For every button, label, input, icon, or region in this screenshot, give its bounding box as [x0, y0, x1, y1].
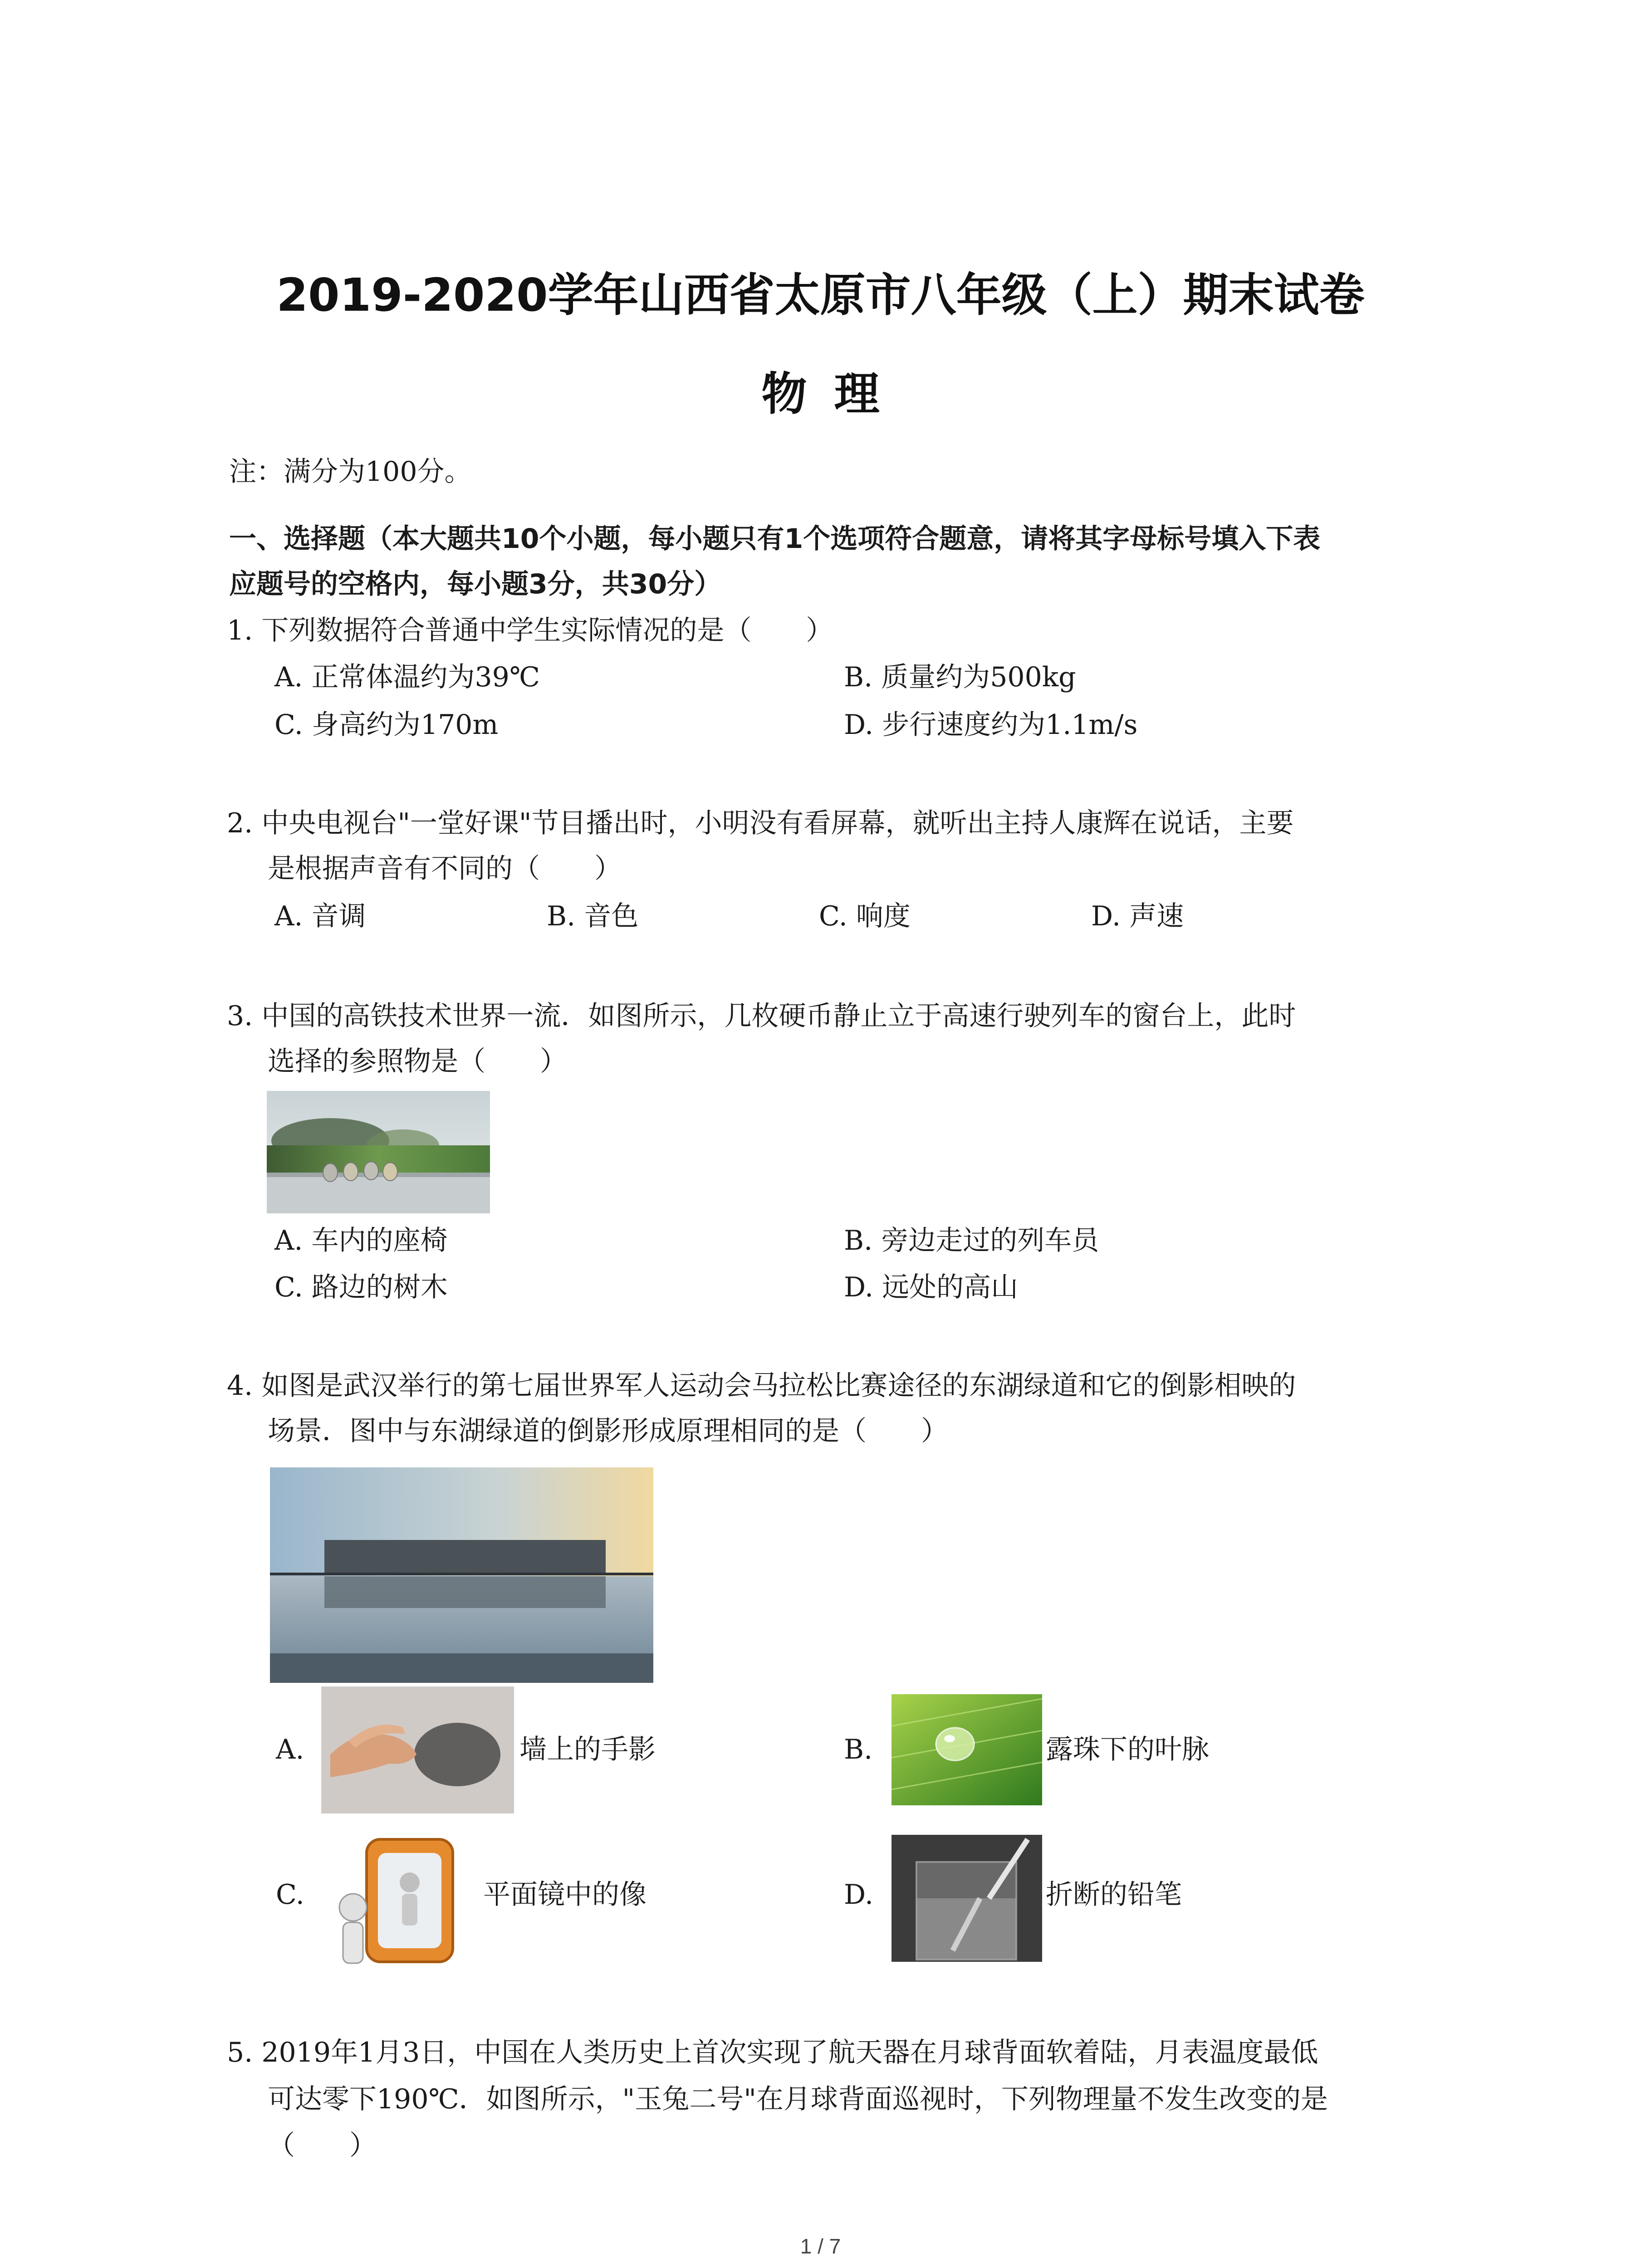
q4-option-c-letter: C. [276, 1879, 304, 1911]
q3-option-d: D. 远处的高山 [844, 1271, 1019, 1303]
subject-title: 物理 [761, 367, 907, 420]
section-heading-line2: 应题号的空格内，每小题3分，共30分） [229, 568, 722, 600]
q4-stem-line2: 场景．图中与东湖绿道的倒影形成原理相同的是（ ） [268, 1415, 948, 1447]
q4-option-b-letter: B. [844, 1734, 873, 1765]
q4-option-c-text: 平面镜中的像 [483, 1879, 647, 1911]
broken-pencil-photo [892, 1835, 1042, 1962]
q4-stem-line1: 4. 如图是武汉举行的第七届世界军人运动会马拉松比赛途径的东湖绿道和它的倒影相映的 [227, 1370, 1296, 1402]
q4-option-b-text: 露珠下的叶脉 [1046, 1734, 1209, 1765]
page-number: 1 / 7 [800, 2234, 841, 2258]
q3-stem-line2: 选择的参照物是（ ） [268, 1046, 567, 1077]
q2-option-a: A. 音调 [274, 900, 366, 932]
q2-option-c: C. 响度 [819, 900, 911, 932]
q5-stem-line3: （ ） [268, 2130, 377, 2161]
q4-option-a-text: 墙上的手影 [519, 1734, 656, 1765]
train-coins-photo [267, 1091, 490, 1213]
section-heading-line1: 一、选择题（本大题共10个小题，每小题只有1个选项符合题意，请将其字母标号填入下表 [229, 523, 1321, 555]
q2-option-d: D. 声速 [1091, 900, 1184, 932]
q1-option-b: B. 质量约为500kg [844, 661, 1076, 693]
lake-reflection-photo [270, 1467, 653, 1683]
q3-option-a: A. 车内的座椅 [274, 1225, 448, 1256]
q1-option-d: D. 步行速度约为1.1m/s [844, 709, 1138, 741]
q1-option-a: A. 正常体温约为39℃ [274, 661, 540, 693]
q1-stem: 1. 下列数据符合普通中学生实际情况的是（ ） [227, 615, 833, 646]
hand-shadow-photo [321, 1686, 514, 1813]
q3-option-b: B. 旁边走过的列车员 [844, 1225, 1099, 1256]
q3-option-c: C. 路边的树木 [274, 1271, 448, 1303]
q5-stem-line1: 5. 2019年1月3日，中国在人类历史上首次实现了航天器在月球背面软着陆，月表温度最低 [227, 2037, 1318, 2068]
q4-option-d-text: 折断的铅笔 [1046, 1879, 1182, 1911]
score-note: 注：满分为100分。 [229, 456, 472, 488]
q2-stem-line2: 是根据声音有不同的（ ） [268, 853, 622, 885]
q1-option-c: C. 身高约为170m [274, 709, 499, 741]
q2-option-b: B. 音色 [547, 900, 639, 932]
q5-stem-line2: 可达零下190℃．如图所示，"玉兔二号"在月球背面巡视时，下列物理量不发生改变的是 [268, 2083, 1328, 2115]
q2-stem-line1: 2. 中央电视台"一堂好课"节目播出时，小明没有看屏幕，就听出主持人康辉在说话，主要 [227, 807, 1294, 839]
exam-title: 2019-2020学年山西省太原市八年级（上）期末试卷 [276, 269, 1365, 322]
q4-option-a-letter: A. [276, 1734, 304, 1765]
dewdrop-leaf-photo [892, 1694, 1042, 1805]
q3-stem-line1: 3. 中国的高铁技术世界一流．如图所示，几枚硬币静止立于高速行驶列车的窗台上，此时 [227, 1000, 1296, 1032]
mirror-image-illustration [326, 1828, 466, 1978]
q4-option-d-letter: D. [844, 1879, 874, 1911]
